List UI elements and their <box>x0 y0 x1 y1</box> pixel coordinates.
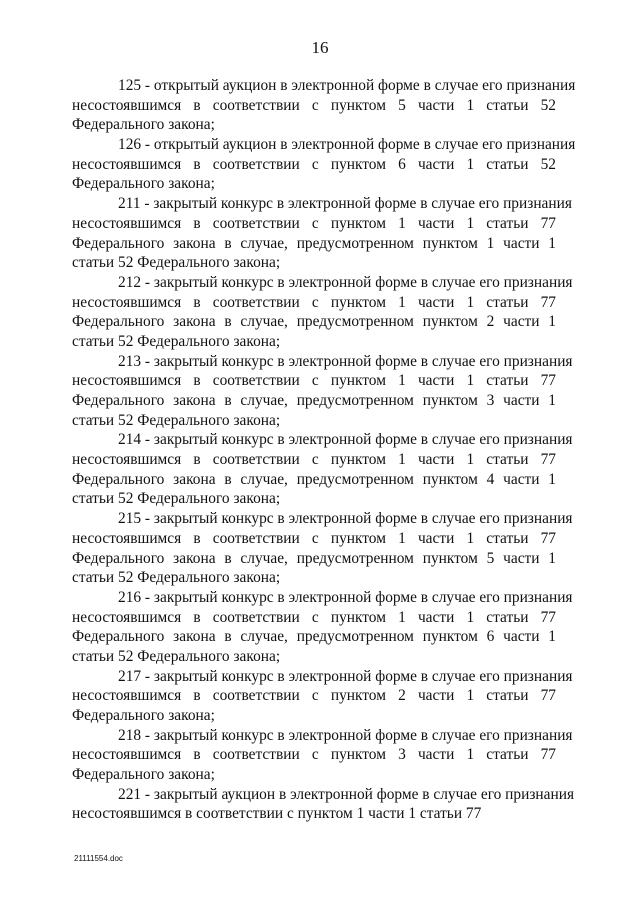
paragraph-line: Федерального закона; <box>72 707 215 724</box>
paragraph-line: несостоявшимся в соответствии с пунктом 2 части 1 статьи 77 <box>72 687 556 705</box>
paragraph <box>72 785 575 824</box>
paragraph-line: 221 - закрытый аукцион в электронной форме в случае его признания <box>118 785 575 803</box>
paragraph-line: Федерального закона в случае, предусмотренном пунктом 5 части 1 <box>72 549 556 567</box>
paragraph-line: Федерального закона в случае, предусмотренном пунктом 6 части 1 <box>72 628 556 646</box>
document-body <box>72 76 576 824</box>
paragraph <box>72 194 572 273</box>
paragraph-line: Федерального закона; <box>72 766 215 784</box>
paragraph <box>72 588 573 667</box>
paragraph-line: 213 - закрытый конкурс в электронной форме в случае его признания <box>118 352 573 370</box>
paragraph-line: несостоявшимся в соответствии с пунктом 3 части 1 статьи 77 <box>72 746 556 764</box>
page-number: 16 <box>311 38 329 57</box>
paragraph-line: несостоявшимся в соответствии с пунктом 1 части 1 статьи 77 <box>72 608 556 626</box>
paragraph-line: статьи 52 Федерального закона; <box>72 569 281 587</box>
paragraph-line: статьи 52 Федерального закона; <box>72 647 281 665</box>
paragraph-line: Федерального закона в случае, предусмотренном пунктом 2 части 1 <box>72 313 556 331</box>
paragraph-line: 125 - открытый аукцион в электронной форме в случае его признания <box>118 77 576 94</box>
paragraph-line: несостоявшимся в соответствии с пунктом 1 части 1 статьи 77 <box>72 805 482 823</box>
paragraph-line: несостоявшимся в соответствии с пунктом 6 части 1 статьи 52 <box>72 155 556 173</box>
paragraph-line: несостоявшимся в соответствии с пунктом 5 части 1 статьи 52 <box>72 96 556 114</box>
paragraph-line: 215 - закрытый конкурс в электронной форме в случае его признания <box>118 510 573 528</box>
paragraph-line: несостоявшимся в соответствии с пунктом 1 части 1 статьи 77 <box>72 372 556 390</box>
paragraph-line: Федерального закона; <box>72 116 215 134</box>
paragraph-line: Федерального закона в случае, предусмотренном пунктом 3 части 1 <box>72 392 556 409</box>
paragraph <box>72 726 573 785</box>
footer-filename: 21111554.doc <box>74 854 123 863</box>
paragraph-line: 126 - открытый аукцион в электронной форме в случае его признания <box>118 136 576 154</box>
paragraph <box>72 352 573 431</box>
paragraph-line: несостоявшимся в соответствии с пунктом 1 части 1 статьи 77 <box>72 529 556 547</box>
paragraph-line: Федерального закона в случае, предусмотренном пунктом 1 части 1 <box>72 234 556 252</box>
paragraph-line: статьи 52 Федерального закона; <box>72 332 281 350</box>
paragraph <box>72 509 573 588</box>
paragraph-line: 214 - закрытый конкурс в электронной форме в случае его признания <box>118 431 573 449</box>
paragraph <box>72 135 576 194</box>
paragraph-line: Федерального закона; <box>72 175 215 193</box>
paragraph <box>72 273 573 352</box>
paragraph-line: статьи 52 Федерального закона; <box>72 490 281 508</box>
paragraph-line: 211 - закрытый конкурс в электронной форме в случае его признания <box>118 195 572 213</box>
paragraph-line: 217 - закрытый конкурс в электронной форме в случае его признания <box>118 667 573 685</box>
paragraph-line: 212 - закрытый конкурс в электронной форме в случае его признания <box>118 273 573 291</box>
paragraph-line: несостоявшимся в соответствии с пунктом 1 части 1 статьи 77 <box>72 451 556 469</box>
paragraph-line: статьи 52 Федерального закона; <box>72 411 281 429</box>
paragraph-line: 216 - закрытый конкурс в электронной форме в случае его признания <box>118 588 573 606</box>
paragraph <box>72 430 573 509</box>
paragraph-line: 218 - закрытый конкурс в электронной форме в случае его признания <box>118 726 573 744</box>
paragraph-line: несостоявшимся в соответствии с пунктом 1 части 1 статьи 77 <box>72 214 556 232</box>
paragraph-line: несостоявшимся в соответствии с пунктом 1 части 1 статьи 77 <box>72 293 556 311</box>
paragraph <box>72 667 573 726</box>
paragraph <box>72 76 576 135</box>
paragraph-line: Федерального закона в случае, предусмотренном пунктом 4 части 1 <box>72 470 556 488</box>
paragraph-line: статьи 52 Федерального закона; <box>72 254 281 272</box>
